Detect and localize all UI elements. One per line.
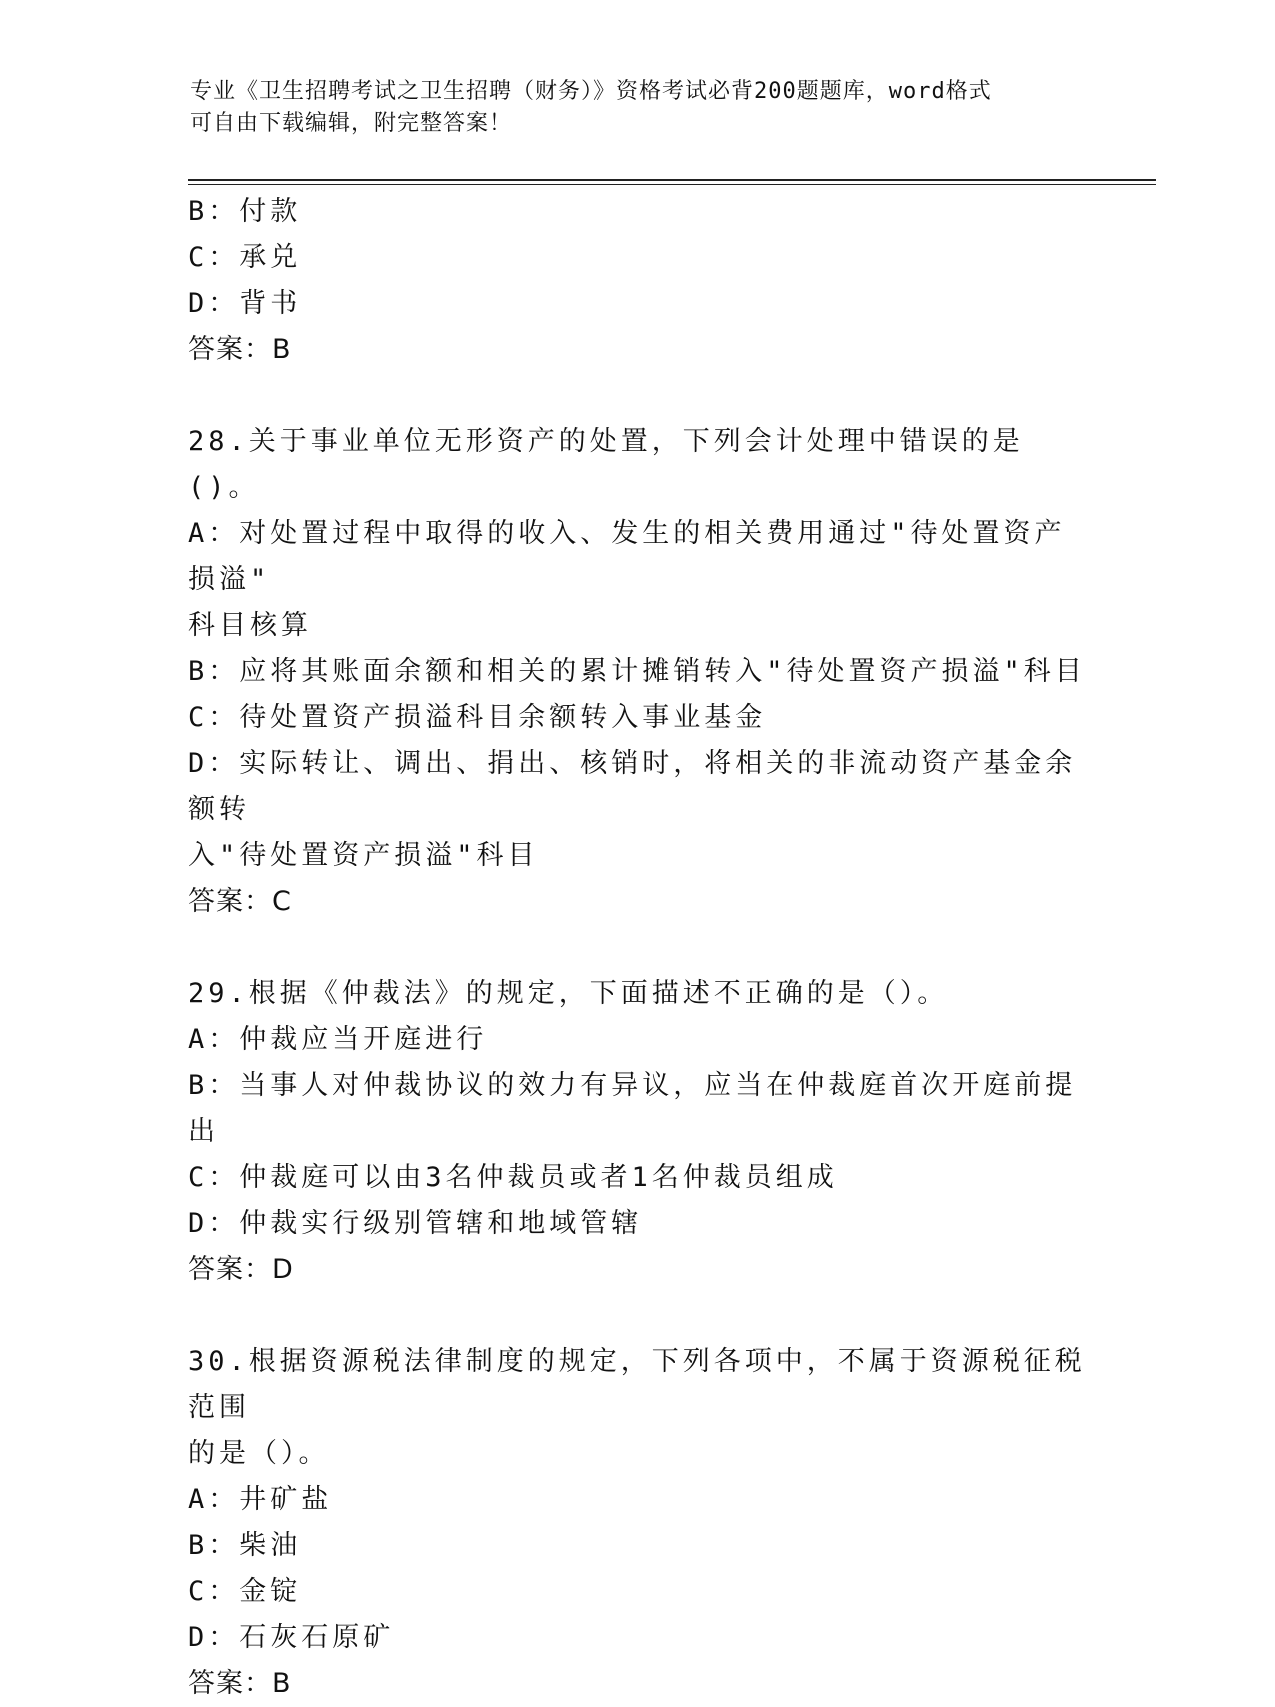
answer-line: 答案：B: [188, 334, 292, 365]
question-stem: 28.关于事业单位无形资产的处置，下列会计处理中错误的是()。: [188, 426, 1024, 503]
question-list: [188, 189, 1088, 1707]
answer-line: 答案：B: [188, 1668, 292, 1699]
document-header: [190, 76, 1070, 140]
question-stem: 29.根据《仲裁法》的规定，下面描述不正确的是（）。: [188, 978, 949, 1009]
spacer: [188, 925, 1088, 971]
option-line: 科目核算: [188, 610, 312, 641]
option-line: B：柴油: [188, 1530, 302, 1561]
spacer: [188, 1293, 1088, 1339]
option-line: B：应将其账面余额和相关的累计摊销转入"待处置资产损溢"科目: [188, 656, 1086, 687]
question-29: [188, 971, 1088, 1293]
answer-line: 答案：C: [188, 886, 292, 917]
option-line: A：井矿盐: [188, 1484, 333, 1515]
option-line: D：仲裁实行级别管辖和地域管辖: [188, 1208, 643, 1239]
option-line: C：待处置资产损溢科目余额转入事业基金: [188, 702, 767, 733]
partial-question-block: [188, 189, 1088, 373]
option-line: A：对处置过程中取得的收入、发生的相关费用通过"待处置资产损溢": [188, 518, 1066, 595]
question-28: [188, 419, 1088, 925]
option-line: C：承兑: [188, 242, 302, 273]
option-line: D：实际转让、调出、捐出、核销时，将相关的非流动资产基金余额转: [188, 748, 1077, 825]
option-line: D：石灰石原矿: [188, 1622, 395, 1653]
spacer: [188, 373, 1088, 419]
question-stem-continued: 的是（）。: [188, 1438, 330, 1469]
option-line: D：背书: [188, 288, 302, 319]
header-line-1: 专业《卫生招聘考试之卫生招聘（财务）》资格考试必背200题题库，word格式: [190, 79, 992, 104]
question-30: [188, 1339, 1088, 1707]
option-line: C：金锭: [188, 1576, 302, 1607]
option-line: B：当事人对仲裁协议的效力有异议，应当在仲裁庭首次开庭前提出: [188, 1070, 1077, 1147]
header-rule-thin: [188, 184, 1156, 185]
option-line: A：仲裁应当开庭进行: [188, 1024, 488, 1055]
option-line: B：付款: [188, 196, 302, 227]
question-stem: 30.根据资源税法律制度的规定，下列各项中，不属于资源税征税范围: [188, 1346, 1086, 1423]
option-line: 入"待处置资产损溢"科目: [188, 840, 539, 871]
answer-line: 答案：D: [188, 1254, 294, 1285]
option-line: C：仲裁庭可以由3名仲裁员或者1名仲裁员组成: [188, 1162, 838, 1193]
header-line-2: 可自由下载编辑，附完整答案！: [190, 111, 513, 136]
header-rule-thick: [188, 179, 1156, 181]
